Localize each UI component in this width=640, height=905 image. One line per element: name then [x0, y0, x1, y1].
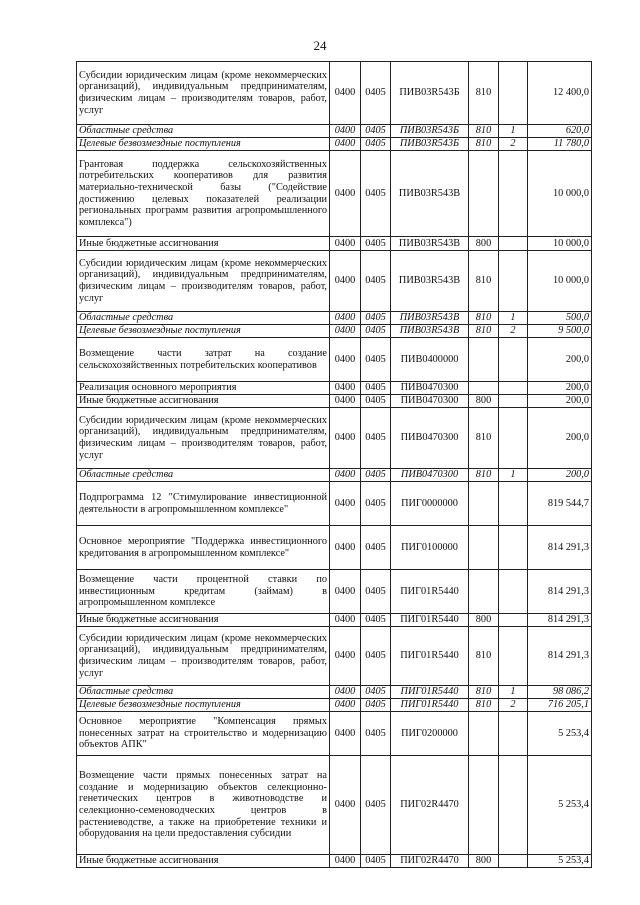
table-row [77, 614, 592, 627]
funding-source-code: 1 [499, 125, 528, 138]
funding-source-code [499, 756, 528, 855]
target-article-code: ПИГ02R4470 [391, 855, 469, 868]
subsection-code: 0405 [361, 251, 391, 312]
section-code: 0400 [330, 614, 361, 627]
table-row [77, 251, 592, 312]
section-code: 0400 [330, 151, 361, 237]
section-code: 0400 [330, 312, 361, 325]
funding-source-code: 2 [499, 699, 528, 712]
table-row [77, 395, 592, 408]
subsection-code: 0405 [361, 570, 391, 614]
section-code: 0400 [330, 570, 361, 614]
target-article-code: ПИВ0470300 [391, 469, 469, 482]
section-code: 0400 [330, 237, 361, 251]
amount: 814 291,3 [528, 627, 592, 686]
funding-source-code [499, 338, 528, 382]
row-name: Иные бюджетные ассигнования [77, 614, 330, 627]
row-name: Субсидии юридическим лицам (кроме некоммерческих организаций), индивидуальным предпринимателям, физическим лицам – производителям товаров, работ, услуг [77, 408, 330, 469]
table-row [77, 151, 592, 237]
target-article-code: ПИВ03R543Б [391, 125, 469, 138]
target-article-code: ПИГ0000000 [391, 482, 469, 526]
expense-type-code [469, 756, 499, 855]
target-article-code: ПИВ03R543Б [391, 138, 469, 151]
section-code: 0400 [330, 627, 361, 686]
row-name: Областные средства [77, 312, 330, 325]
amount: 200,0 [528, 395, 592, 408]
table-row [77, 469, 592, 482]
subsection-code: 0405 [361, 855, 391, 868]
table-body [77, 62, 592, 868]
section-code: 0400 [330, 756, 361, 855]
target-article-code: ПИВ0470300 [391, 382, 469, 395]
expense-type-code [469, 482, 499, 526]
subsection-code: 0405 [361, 526, 391, 570]
section-code: 0400 [330, 395, 361, 408]
table-row [77, 408, 592, 469]
funding-source-code [499, 526, 528, 570]
expense-type-code: 810 [469, 699, 499, 712]
amount: 5 253,4 [528, 712, 592, 756]
subsection-code: 0405 [361, 138, 391, 151]
amount: 98 086,2 [528, 686, 592, 699]
expense-type-code: 810 [469, 469, 499, 482]
expense-type-code [469, 570, 499, 614]
row-name: Иные бюджетные ассигнования [77, 855, 330, 868]
section-code: 0400 [330, 338, 361, 382]
funding-source-code: 1 [499, 469, 528, 482]
expense-type-code: 800 [469, 237, 499, 251]
amount: 10 000,0 [528, 251, 592, 312]
table-row [77, 237, 592, 251]
funding-source-code [499, 62, 528, 125]
table-row [77, 125, 592, 138]
amount: 200,0 [528, 382, 592, 395]
amount: 5 253,4 [528, 855, 592, 868]
subsection-code: 0405 [361, 125, 391, 138]
table-row [77, 312, 592, 325]
target-article-code: ПИВ03R543В [391, 237, 469, 251]
subsection-code: 0405 [361, 62, 391, 125]
target-article-code: ПИГ01R5440 [391, 614, 469, 627]
table-row [77, 627, 592, 686]
section-code: 0400 [330, 125, 361, 138]
subsection-code: 0405 [361, 469, 391, 482]
amount: 10 000,0 [528, 151, 592, 237]
subsection-code: 0405 [361, 382, 391, 395]
target-article-code: ПИГ02R4470 [391, 756, 469, 855]
row-name: Субсидии юридическим лицам (кроме некоммерческих организаций), индивидуальным предпринимателям, физическим лицам – производителям товаров, работ, услуг [77, 62, 330, 125]
subsection-code: 0405 [361, 712, 391, 756]
budget-table [76, 61, 592, 868]
expense-type-code: 800 [469, 614, 499, 627]
section-code: 0400 [330, 469, 361, 482]
row-name: Подпрограмма 12 "Стимулирование инвестиционной деятельности в агропромышленном комплексе" [77, 482, 330, 526]
table-row [77, 686, 592, 699]
section-code: 0400 [330, 62, 361, 125]
funding-source-code [499, 251, 528, 312]
row-name: Субсидии юридическим лицам (кроме некоммерческих организаций), индивидуальным предпринимателям, физическим лицам – производителям товаров, работ, услуг [77, 627, 330, 686]
subsection-code: 0405 [361, 338, 391, 382]
row-name: Иные бюджетные ассигнования [77, 395, 330, 408]
section-code: 0400 [330, 855, 361, 868]
row-name: Возмещение части прямых понесенных затрат на создание и модернизацию объектов селекционно-генетических центров в животноводстве и селекционно-семеноводческих центров в растениеводстве, а также на приобретение техники и оборудования на цели предоставления субсидии [77, 756, 330, 855]
section-code: 0400 [330, 482, 361, 526]
target-article-code: ПИВ03R543В [391, 151, 469, 237]
table-row [77, 338, 592, 382]
expense-type-code [469, 382, 499, 395]
subsection-code: 0405 [361, 482, 391, 526]
row-name: Областные средства [77, 686, 330, 699]
subsection-code: 0405 [361, 151, 391, 237]
subsection-code: 0405 [361, 408, 391, 469]
table-row [77, 699, 592, 712]
section-code: 0400 [330, 699, 361, 712]
expense-type-code: 810 [469, 251, 499, 312]
target-article-code: ПИГ01R5440 [391, 699, 469, 712]
row-name: Грантовая поддержка сельскохозяйственных потребительских кооперативов для развития материально-технической базы ("Содействие достижению целевых показателей реализации региональных программ развития агропромышленного комплекса") [77, 151, 330, 237]
funding-source-code [499, 408, 528, 469]
amount: 200,0 [528, 338, 592, 382]
table-row [77, 756, 592, 855]
funding-source-code [499, 855, 528, 868]
target-article-code: ПИВ03R543В [391, 312, 469, 325]
row-name: Целевые безвозмездные поступления [77, 138, 330, 151]
subsection-code: 0405 [361, 614, 391, 627]
table-row [77, 855, 592, 868]
amount: 12 400,0 [528, 62, 592, 125]
table-row [77, 138, 592, 151]
amount: 500,0 [528, 312, 592, 325]
target-article-code: ПИГ01R5440 [391, 570, 469, 614]
funding-source-code [499, 382, 528, 395]
target-article-code: ПИГ0100000 [391, 526, 469, 570]
funding-source-code [499, 627, 528, 686]
table-row [77, 712, 592, 756]
expense-type-code: 800 [469, 855, 499, 868]
funding-source-code [499, 482, 528, 526]
target-article-code: ПИГ01R5440 [391, 686, 469, 699]
amount: 11 780,0 [528, 138, 592, 151]
amount: 9 500,0 [528, 325, 592, 338]
subsection-code: 0405 [361, 395, 391, 408]
amount: 814 291,3 [528, 570, 592, 614]
section-code: 0400 [330, 712, 361, 756]
subsection-code: 0405 [361, 699, 391, 712]
expense-type-code: 810 [469, 138, 499, 151]
expense-type-code: 810 [469, 62, 499, 125]
funding-source-code [499, 151, 528, 237]
subsection-code: 0405 [361, 627, 391, 686]
row-name: Областные средства [77, 469, 330, 482]
funding-source-code [499, 570, 528, 614]
table-row [77, 382, 592, 395]
expense-type-code [469, 338, 499, 382]
funding-source-code [499, 712, 528, 756]
amount: 819 544,7 [528, 482, 592, 526]
section-code: 0400 [330, 251, 361, 312]
table-row [77, 482, 592, 526]
amount: 716 205,1 [528, 699, 592, 712]
expense-type-code [469, 712, 499, 756]
expense-type-code: 810 [469, 408, 499, 469]
subsection-code: 0405 [361, 686, 391, 699]
expense-type-code [469, 526, 499, 570]
row-name: Основное мероприятие "Поддержка инвестиционного кредитования в агропромышленном комплексе" [77, 526, 330, 570]
amount: 814 291,3 [528, 614, 592, 627]
target-article-code: ПИВ0470300 [391, 408, 469, 469]
amount: 200,0 [528, 469, 592, 482]
table-row [77, 526, 592, 570]
amount: 620,0 [528, 125, 592, 138]
target-article-code: ПИГ0200000 [391, 712, 469, 756]
amount: 10 000,0 [528, 237, 592, 251]
amount: 814 291,3 [528, 526, 592, 570]
expense-type-code: 810 [469, 312, 499, 325]
row-name: Реализация основного мероприятия [77, 382, 330, 395]
section-code: 0400 [330, 138, 361, 151]
row-name: Целевые безвозмездные поступления [77, 325, 330, 338]
target-article-code: ПИГ01R5440 [391, 627, 469, 686]
funding-source-code [499, 237, 528, 251]
target-article-code: ПИВ03R543В [391, 251, 469, 312]
amount: 5 253,4 [528, 756, 592, 855]
table-row [77, 62, 592, 125]
row-name: Основное мероприятие "Компенсация прямых понесенных затрат на строительство и модернизацию объектов АПК" [77, 712, 330, 756]
subsection-code: 0405 [361, 756, 391, 855]
subsection-code: 0405 [361, 312, 391, 325]
expense-type-code: 810 [469, 125, 499, 138]
expense-type-code: 810 [469, 325, 499, 338]
expense-type-code: 810 [469, 627, 499, 686]
row-name: Возмещение части процентной ставки по инвестиционным кредитам (займам) в агропромышленном комплексе [77, 570, 330, 614]
target-article-code: ПИВ0470300 [391, 395, 469, 408]
section-code: 0400 [330, 686, 361, 699]
section-code: 0400 [330, 408, 361, 469]
expense-type-code: 810 [469, 686, 499, 699]
expense-type-code [469, 151, 499, 237]
row-name: Областные средства [77, 125, 330, 138]
table-row [77, 325, 592, 338]
funding-source-code: 2 [499, 325, 528, 338]
row-name: Целевые безвозмездные поступления [77, 699, 330, 712]
expense-type-code: 800 [469, 395, 499, 408]
subsection-code: 0405 [361, 325, 391, 338]
section-code: 0400 [330, 382, 361, 395]
row-name: Иные бюджетные ассигнования [77, 237, 330, 251]
row-name: Возмещение части затрат на создание сельскохозяйственных потребительских кооперативов [77, 338, 330, 382]
target-article-code: ПИВ0400000 [391, 338, 469, 382]
amount: 200,0 [528, 408, 592, 469]
funding-source-code: 2 [499, 138, 528, 151]
page-number: 24 [313, 38, 327, 53]
funding-source-code: 1 [499, 312, 528, 325]
section-code: 0400 [330, 325, 361, 338]
funding-source-code [499, 395, 528, 408]
target-article-code: ПИВ03R543Б [391, 62, 469, 125]
funding-source-code: 1 [499, 686, 528, 699]
funding-source-code [499, 614, 528, 627]
row-name: Субсидии юридическим лицам (кроме некоммерческих организаций), индивидуальным предпринимателям, физическим лицам – производителям товаров, работ, услуг [77, 251, 330, 312]
target-article-code: ПИВ03R543В [391, 325, 469, 338]
subsection-code: 0405 [361, 237, 391, 251]
table-row [77, 570, 592, 614]
section-code: 0400 [330, 526, 361, 570]
